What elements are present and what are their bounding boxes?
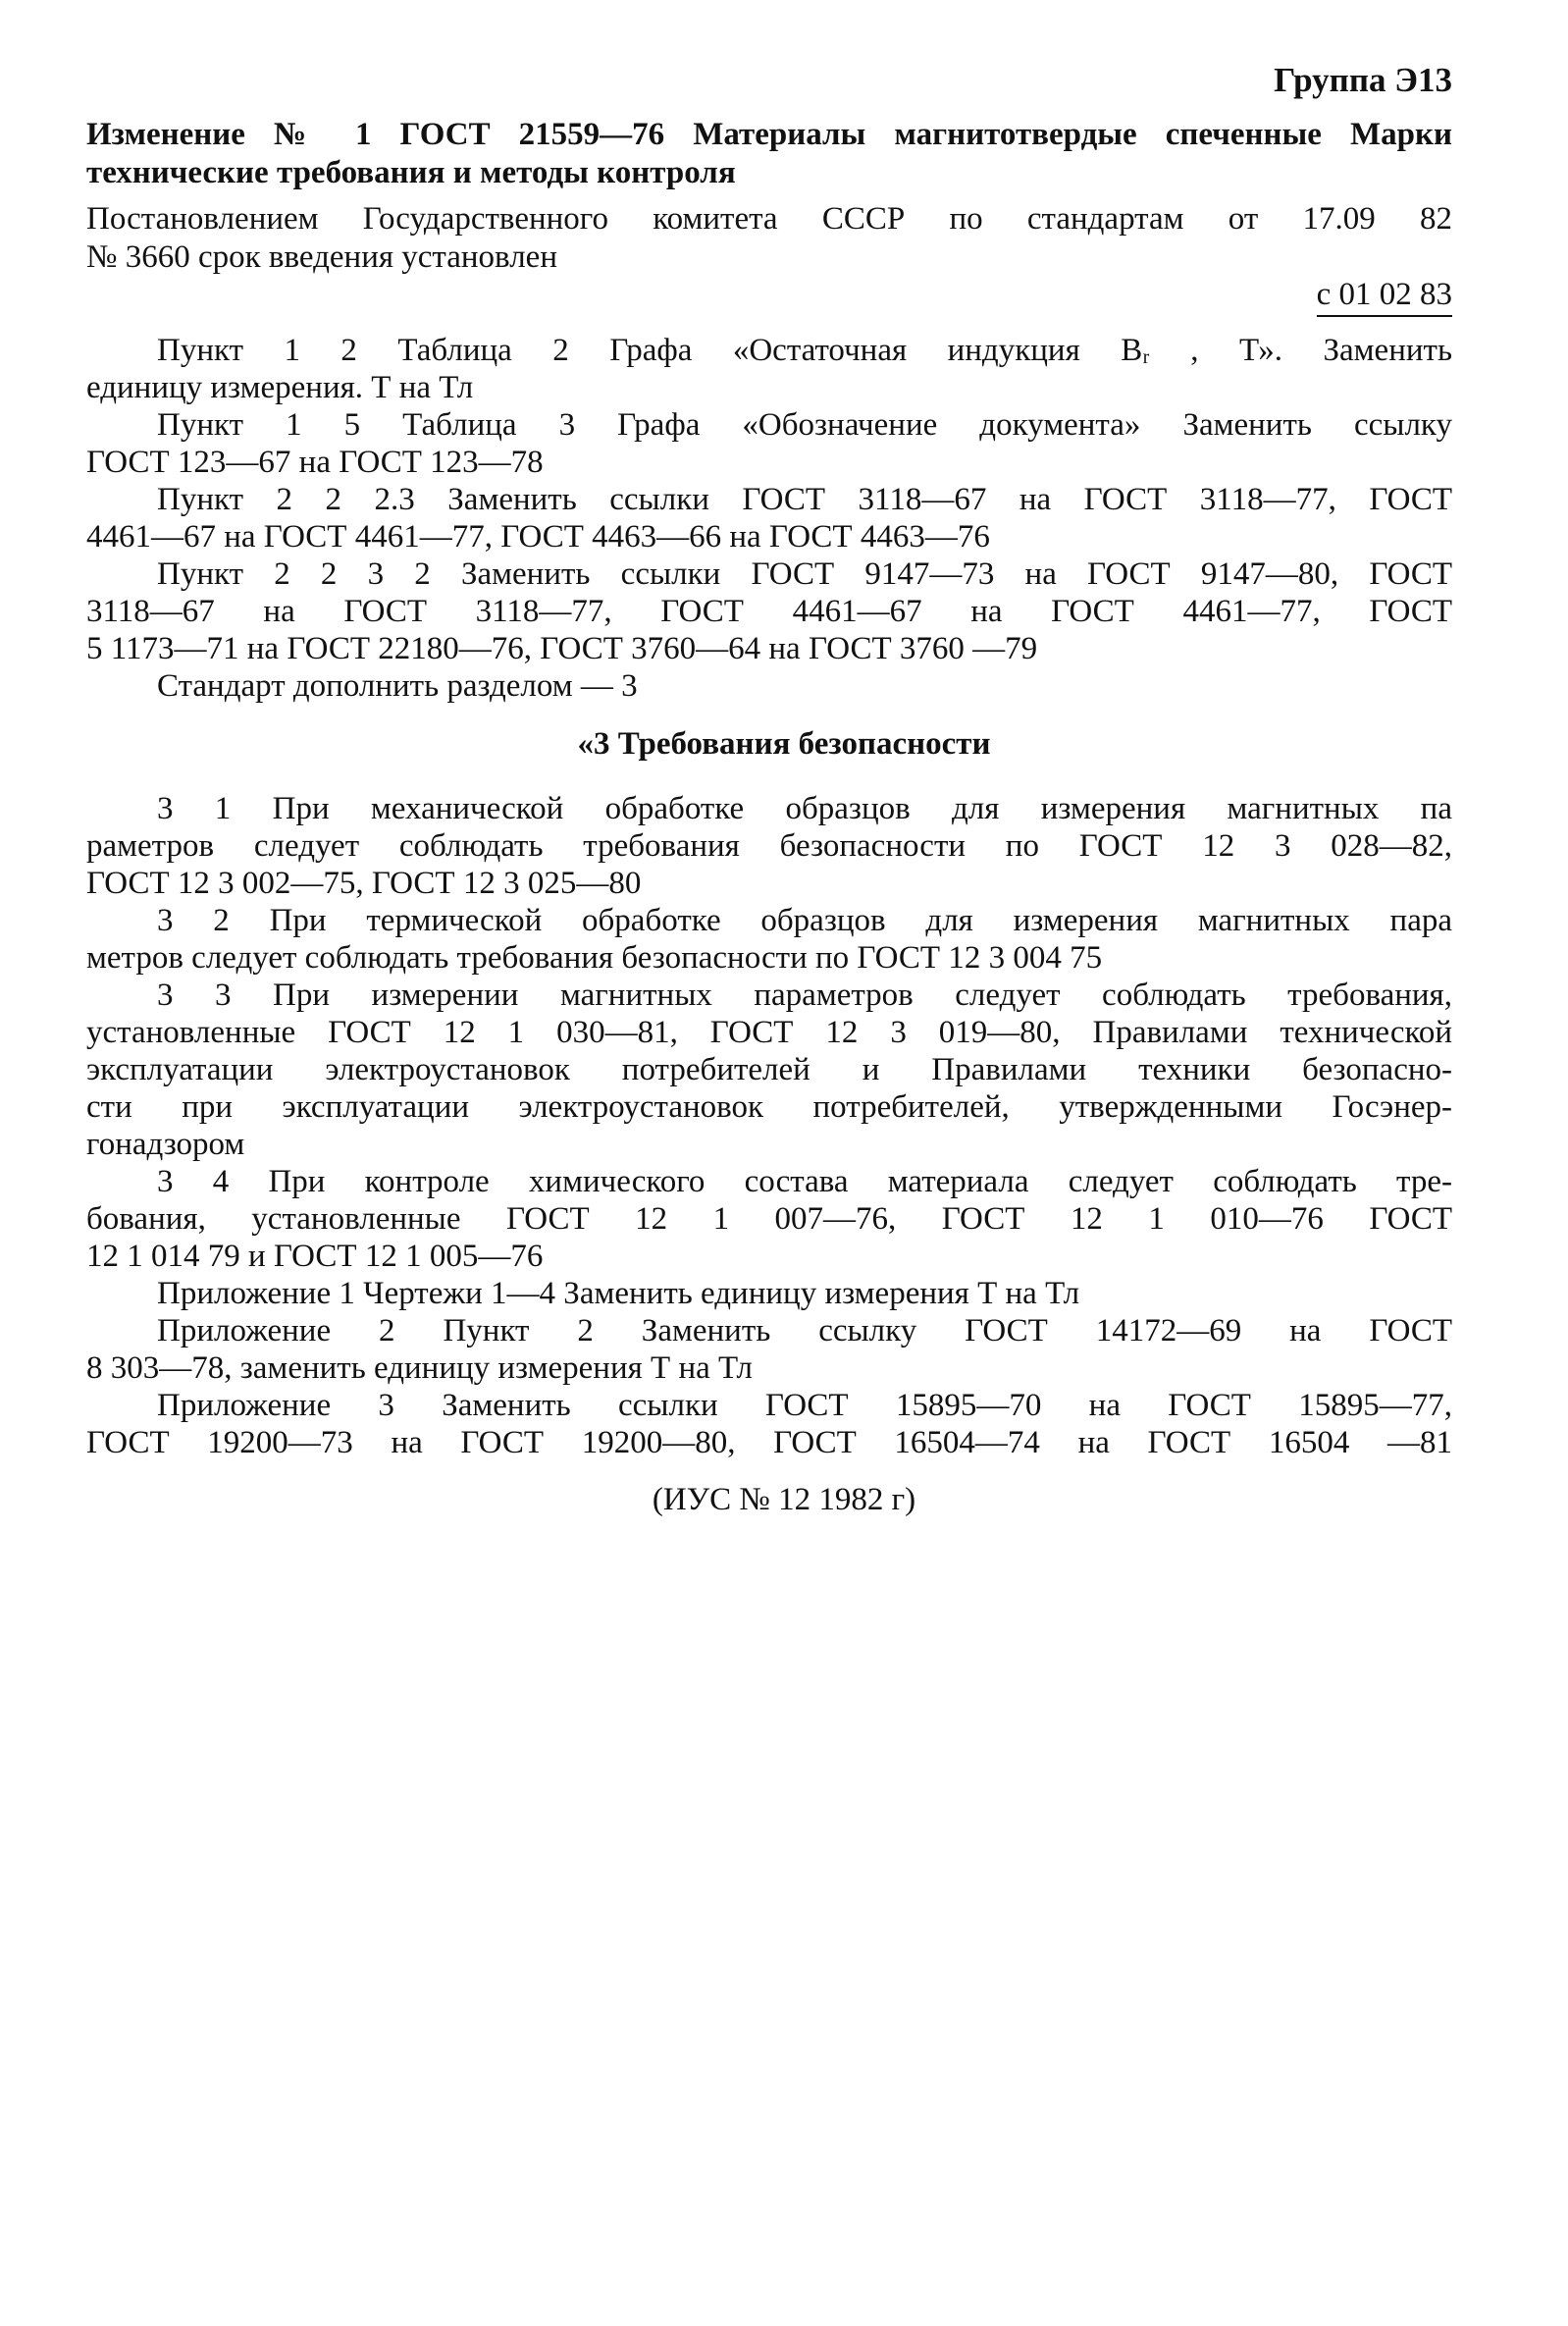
effective-date: с 01 02 83 (1317, 277, 1452, 317)
amendment-line: Пункт 1 2 Таблица 2 Графа «Остаточная индукция Bᵣ , Т». Заменить (157, 333, 1452, 368)
section-paragraph-line: Приложение 2 Пункт 2 Заменить ссылку ГОСТ 14172—69 на ГОСТ (157, 1313, 1452, 1348)
section-paragraph-line: 3 4 При контроле химического состава материала следует соблюдать тре- (157, 1164, 1452, 1199)
section-paragraph-line: 3 3 При измерении магнитных параметров следует соблюдать требования, (157, 978, 1452, 1013)
amendment-title-line-2: технические требования и методы контроля (86, 155, 736, 190)
section-paragraph-line: Приложение 1 Чертежи 1—4 Заменить единицу измерения Т на Тл (157, 1276, 1080, 1311)
amendment-line: Пункт 2 2 2.3 Заменить ссылки ГОСТ 3118—67 на ГОСТ 3118—77, ГОСТ (157, 482, 1452, 517)
group-label: Группа Э13 (1274, 61, 1452, 99)
section-paragraph-line: ГОСТ 19200—73 на ГОСТ 19200—80, ГОСТ 16504—74 на ГОСТ 16504 —81 (86, 1425, 1452, 1460)
amendment-line: 5 1173—71 на ГОСТ 22180—76, ГОСТ 3760—64 на ГОСТ 3760 —79 (86, 631, 1038, 666)
amendment-line: Пункт 1 5 Таблица 3 Графа «Обозначение документа» Заменить ссылку (157, 407, 1452, 443)
amendment-line: 4461—67 на ГОСТ 4461—77, ГОСТ 4463—66 на ГОСТ 4463—76 (86, 519, 990, 555)
section-paragraph-line: сти при эксплуатации электроустановок потребителей, утвержденными Госэнер- (86, 1089, 1452, 1125)
section-paragraph-line: метров следует соблюдать требования безопасности по ГОСТ 12 3 004 75 (86, 940, 1103, 976)
section-paragraph-line: Приложение 3 Заменить ссылки ГОСТ 15895—70 на ГОСТ 15895—77, (157, 1388, 1452, 1423)
section-title: «3 Требования безопасности (577, 726, 991, 762)
amendment-title-line-1: Изменение № 1 ГОСТ 21559—76 Материалы магнитотвердые спеченные Марки (86, 117, 1452, 152)
section-paragraph-line: бования, установленные ГОСТ 12 1 007—76, ГОСТ 12 1 010—76 ГОСТ (86, 1201, 1452, 1237)
decree-line-2: № 3660 срок введения установлен (86, 239, 557, 275)
amendment-line: Стандарт дополнить разделом — 3 (157, 668, 638, 704)
section-paragraph-line: 12 1 014 79 и ГОСТ 12 1 005—76 (86, 1239, 544, 1274)
amendment-line: единицу измерения. Т на Тл (86, 370, 474, 405)
section-paragraph-line: эксплуатации электроустановок потребителей и Правилами техники безопасно- (86, 1052, 1452, 1087)
section-paragraph-line: 3 1 При механической обработке образцов для измерения магнитных па (157, 791, 1452, 826)
section-paragraph-line: гонадзором (86, 1127, 245, 1162)
section-paragraph-line: 8 303—78, заменить единицу измерения Т на Тл (86, 1350, 753, 1386)
amendment-line: 3118—67 на ГОСТ 3118—77, ГОСТ 4461—67 на ГОСТ 4461—77, ГОСТ (86, 594, 1452, 629)
section-paragraph-line: установленные ГОСТ 12 1 030—81, ГОСТ 12 3 019—80, Правилами технической (86, 1015, 1452, 1050)
amendment-line: Пункт 2 2 3 2 Заменить ссылки ГОСТ 9147—73 на ГОСТ 9147—80, ГОСТ (157, 556, 1452, 592)
section-paragraph-line: раметров следует соблюдать требования безопасности по ГОСТ 12 3 028—82, (86, 828, 1452, 864)
section-paragraph-line: ГОСТ 12 3 002—75, ГОСТ 12 3 025—80 (86, 866, 642, 901)
footer-source: (ИУС № 12 1982 г) (652, 1482, 916, 1517)
amendment-line: ГОСТ 123—67 на ГОСТ 123—78 (86, 445, 544, 480)
decree-line-1: Постановлением Государственного комитета СССР по стандартам от 17.09 82 (86, 201, 1452, 237)
section-paragraph-line: 3 2 При термической обработке образцов для измерения магнитных пара (157, 903, 1452, 938)
